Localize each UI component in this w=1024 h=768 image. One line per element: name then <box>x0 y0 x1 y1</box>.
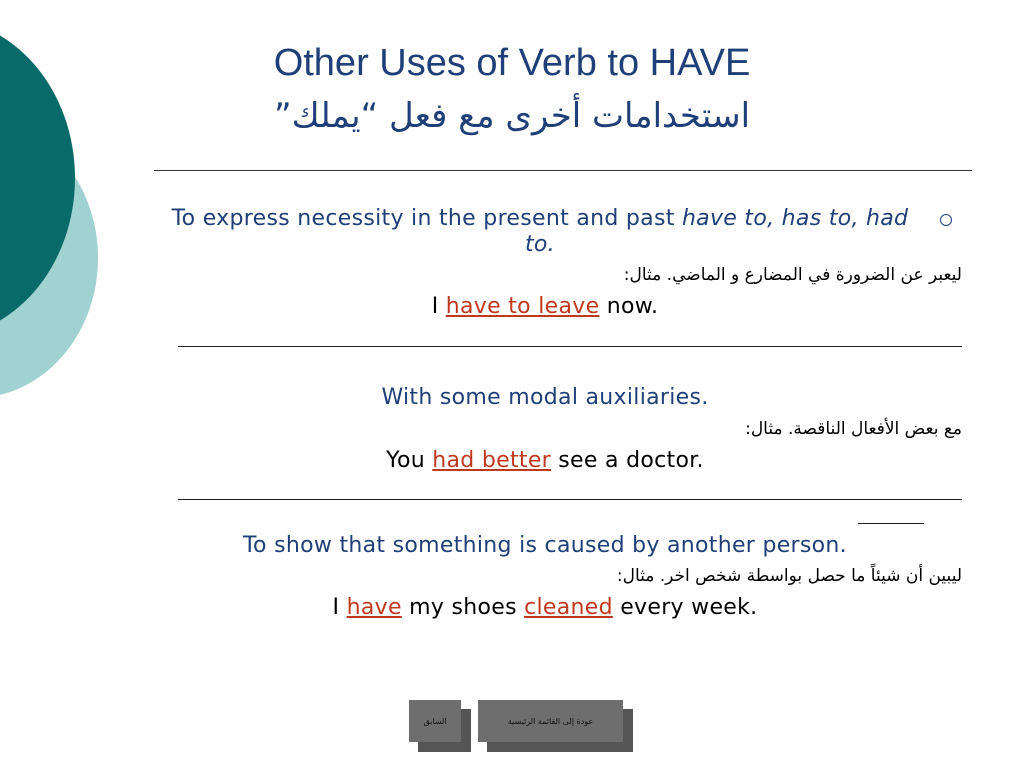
section3-arabic: ليبين أن شيئاً ما حصل بواسطة شخص اخر. مثال: <box>616 566 962 586</box>
example3-mid: my shoes <box>401 595 525 620</box>
section1-italic-forms: have to, has to, had to. <box>525 206 909 257</box>
section-divider-2 <box>178 499 962 500</box>
section1-example <box>160 294 930 319</box>
example1-pre: I <box>431 294 446 319</box>
previous-button-label: السابق <box>409 700 461 742</box>
example3-highlight-have: have <box>346 595 402 620</box>
slide-title-english: Other Uses of Verb to HAVE <box>273 42 751 84</box>
example3-pre: I <box>332 595 347 620</box>
section-divider-2-continuation <box>858 523 924 524</box>
section2-arabic: مع بعض الأفعال الناقصة. مثال: <box>745 419 962 439</box>
section1-text: To express necessity in the present and past <box>171 206 682 231</box>
home-menu-button-label: عودة إلى القائمة الرئيسية <box>478 700 623 742</box>
example1-post: now. <box>599 294 659 319</box>
hollow-circle-bullet-icon <box>940 214 952 226</box>
section-divider-1 <box>178 346 962 347</box>
example2-pre: You <box>386 448 433 473</box>
title-divider <box>154 170 972 171</box>
section1-arabic: ليعبر عن الضرورة في المضارع و الماضي. مثال: <box>623 265 962 285</box>
example2-post: see a doctor. <box>551 448 704 473</box>
example1-highlight: have to leave <box>445 294 600 319</box>
section2-description: With some modal auxiliaries. <box>381 385 709 410</box>
section3-description: To show that something is caused by another person. <box>243 533 847 558</box>
previous-button[interactable] <box>409 700 471 752</box>
example3-post: every week. <box>612 595 758 620</box>
example3-highlight-cleaned: cleaned <box>524 595 613 620</box>
slide-title-arabic: استخدامات أخرى مع فعل “يملك” <box>273 96 751 136</box>
home-menu-button[interactable] <box>478 700 633 752</box>
example2-highlight: had better <box>432 448 551 473</box>
section3-example <box>160 595 930 620</box>
section2-example <box>160 448 930 473</box>
section1-description <box>160 206 920 258</box>
